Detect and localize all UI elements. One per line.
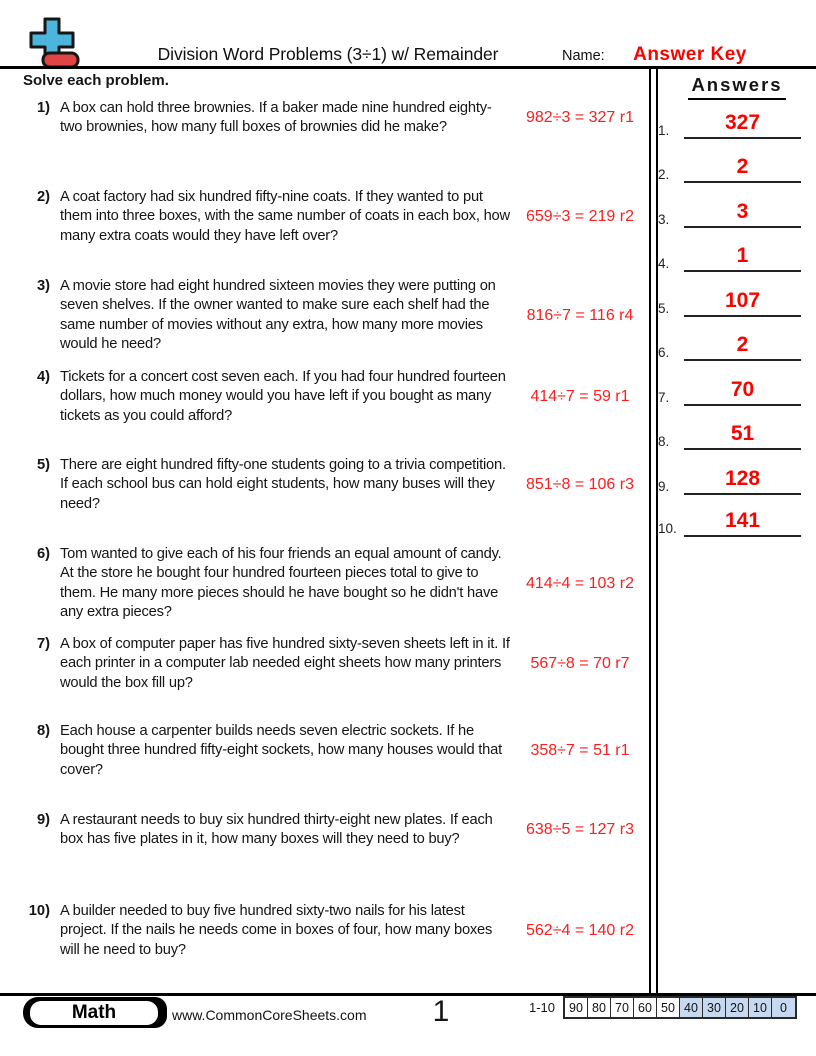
problem-number: 7)	[36, 636, 50, 652]
problem-text: A movie store had eight hundred sixteen movies they were putting on seven shelves. If the owner wanted to make sure each shelf had the same number of movies without any extra, how many more movies would he need?	[60, 278, 496, 352]
math-subject-label: Math	[30, 1001, 158, 1025]
answer-row-7	[658, 370, 810, 406]
problem-equation: 562÷4 = 140 r2	[526, 921, 634, 939]
answer-blank-line	[684, 379, 801, 406]
problem-equation: 851÷8 = 106 r3	[526, 475, 634, 493]
problem-text: A builder needed to buy five hundred sixty-two nails for his latest project. If the nails he needs come in boxes of four, how many boxes will he need to buy?	[60, 903, 493, 958]
problem-text: Tom wanted to give each of his four friends an equal amount of candy. At the store he bought four hundred fourteen pieces total to give to them. He many more pieces should he have bought so he didn't have any extra pieces?	[60, 546, 502, 620]
answer-value: 2	[736, 155, 749, 178]
website-url: www.CommonCoreSheets.com	[172, 1007, 367, 1023]
problem-2	[20, 188, 650, 246]
answer-row-number: 2.	[658, 167, 670, 182]
answer-blank-line	[684, 245, 801, 272]
score-table	[563, 996, 797, 1019]
problem-9	[20, 811, 650, 850]
answer-value: 51	[730, 422, 755, 445]
name-label: Name:	[562, 48, 605, 64]
answer-row-1	[658, 103, 810, 139]
problem-equation: 358÷7 = 51 r1	[530, 741, 630, 759]
score-cell-50: 50	[657, 998, 680, 1017]
problem-text: A box of computer paper has five hundred sixty-seven sheets left in it. If each printer in a computer lab needed eight sheets how many printers would the box fill up?	[60, 636, 510, 691]
answers-heading	[658, 74, 816, 100]
score-cell-30: 30	[703, 998, 726, 1017]
problem-3	[20, 277, 650, 354]
problem-number: 4)	[36, 369, 50, 385]
answer-value: 107	[724, 289, 761, 312]
header-divider	[0, 66, 816, 69]
answer-blank-line	[684, 334, 801, 361]
answer-value: 128	[724, 467, 761, 490]
problem-text: Each house a carpenter builds needs seven electric sockets. If he bought three hundred fifty-eight sockets, how many houses would that cover?	[60, 723, 502, 778]
answer-row-6	[658, 325, 810, 361]
answer-value: 327	[724, 111, 761, 134]
answer-value: 2	[736, 333, 749, 356]
worksheet-title: Division Word Problems (3÷1) w/ Remainder	[157, 44, 499, 64]
score-range-label: 1-10	[529, 1000, 556, 1015]
problem-number: 3)	[36, 278, 50, 294]
answer-blank-line	[684, 156, 801, 183]
problem-text: A box can hold three brownies. If a baker made nine hundred eighty-two brownies, how many full boxes of brownies did he make?	[60, 100, 492, 136]
problem-number: 8)	[36, 723, 50, 739]
answer-value: 70	[730, 378, 755, 401]
score-cell-40: 40	[680, 998, 703, 1017]
score-cell-0: 0	[772, 998, 795, 1017]
math-subject-badge	[23, 997, 167, 1028]
answer-value: 141	[724, 509, 761, 532]
answer-row-number: 5.	[658, 301, 670, 316]
problem-6	[20, 545, 650, 622]
instructions-text: Solve each problem.	[23, 72, 169, 89]
answer-row-number: 3.	[658, 212, 670, 227]
problem-number: 6)	[36, 546, 50, 562]
answer-row-8	[658, 414, 810, 450]
problem-number: 2)	[36, 189, 50, 205]
score-cell-70: 70	[611, 998, 634, 1017]
problem-equation: 982÷3 = 327 r1	[526, 109, 634, 127]
score-cell-20: 20	[726, 998, 749, 1017]
answer-blank-line	[684, 290, 801, 317]
problem-equation: 659÷3 = 219 r2	[526, 207, 634, 225]
answer-row-2	[658, 147, 810, 183]
answer-blank-line	[684, 468, 801, 495]
problem-equation: 567÷8 = 70 r7	[530, 654, 630, 672]
answer-row-number: 1.	[658, 123, 670, 138]
score-cell-90: 90	[565, 998, 588, 1017]
answer-row-number: 6.	[658, 345, 670, 360]
problem-number: 1)	[36, 100, 50, 116]
problem-7	[20, 635, 650, 693]
problem-equation: 816÷7 = 116 r4	[526, 306, 634, 324]
problem-4	[20, 368, 650, 426]
answer-row-3	[658, 192, 810, 228]
problem-text: There are eight hundred fifty-one students going to a trivia competition. If each school bus can hold eight students, how many buses will they need?	[60, 457, 506, 512]
answer-row-number: 8.	[658, 434, 670, 449]
answer-value: 1	[736, 244, 749, 267]
answer-value: 3	[736, 200, 749, 223]
answer-row-10	[658, 501, 810, 537]
problem-text: A coat factory had six hundred fifty-nine coats. If they wanted to put them into three boxes, with the same number of coats in each box, how many extra coats would they have left over?	[60, 189, 510, 244]
answer-key-label: Answer Key	[633, 44, 747, 65]
answer-row-number: 7.	[658, 390, 670, 405]
answer-row-9	[658, 459, 810, 495]
answer-row-4	[658, 236, 810, 272]
answers-heading-text: Answers	[688, 74, 785, 100]
problem-text: Tickets for a concert cost seven each. If you had four hundred fourteen dollars, how much money would you have left if you bought as many tickets as you could afford?	[60, 369, 506, 424]
score-cell-10: 10	[749, 998, 772, 1017]
problem-5	[20, 456, 650, 514]
problem-equation: 414÷4 = 103 r2	[526, 574, 634, 592]
score-cell-80: 80	[588, 998, 611, 1017]
answer-blank-line	[684, 201, 801, 228]
answer-blank-line	[684, 112, 801, 139]
problem-equation: 638÷5 = 127 r3	[526, 821, 634, 839]
problem-10	[20, 902, 650, 960]
score-cell-60: 60	[634, 998, 657, 1017]
problem-number: 9)	[36, 812, 50, 828]
answer-row-number: 4.	[658, 256, 670, 271]
problem-number: 10)	[28, 903, 50, 919]
problem-number: 5)	[36, 457, 50, 473]
problem-8	[20, 722, 650, 780]
answer-blank-line	[684, 510, 801, 537]
answer-row-5	[658, 281, 810, 317]
problem-text: A restaurant needs to buy six hundred thirty-eight new plates. If each box has five plates in it, how many boxes will they need to buy?	[60, 812, 493, 848]
page-number: 1	[432, 995, 450, 1028]
answer-row-number: 10.	[658, 521, 677, 536]
answer-row-number: 9.	[658, 479, 670, 494]
answer-blank-line	[684, 423, 801, 450]
problem-1	[20, 99, 650, 138]
answers-column-divider	[649, 69, 658, 994]
problem-equation: 414÷7 = 59 r1	[530, 387, 630, 405]
